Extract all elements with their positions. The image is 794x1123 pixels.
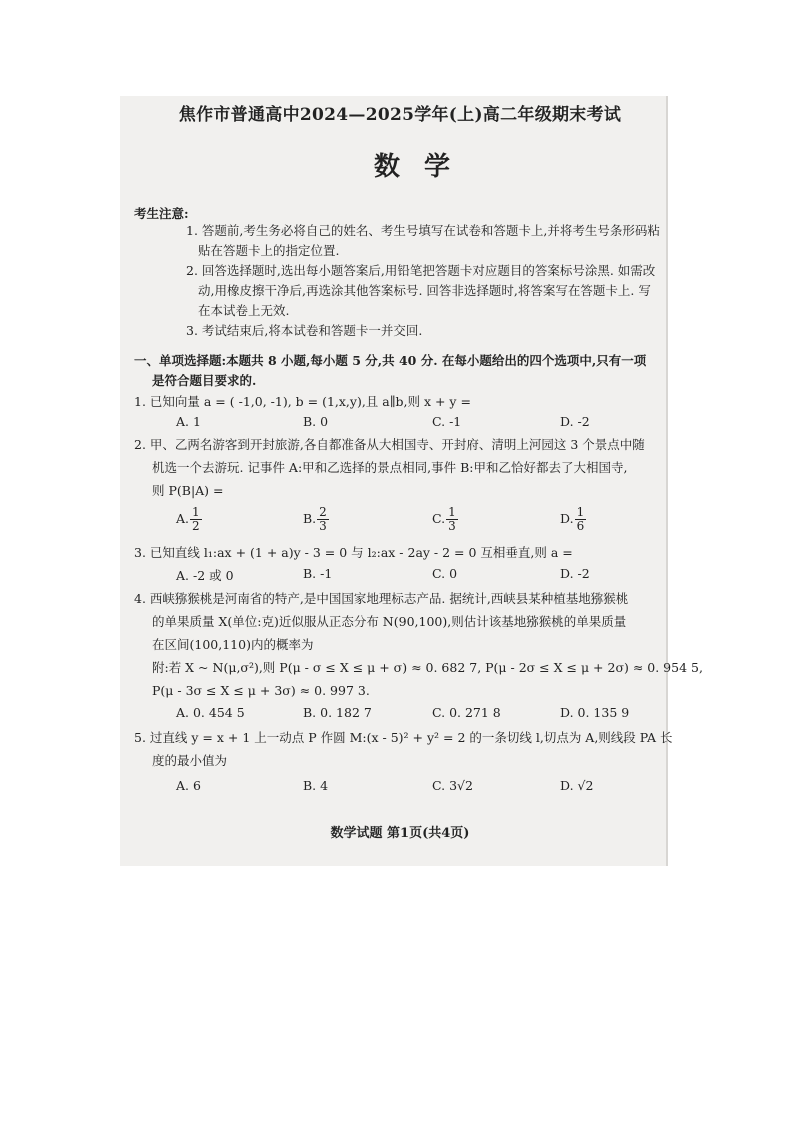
notice-item-3: 3. 考试结束后,将本试卷和答题卡一并交回. [186, 323, 423, 338]
question-4-line-5: P(μ - 3σ ≤ X ≤ μ + 3σ) ≈ 0. 997 3. [152, 683, 370, 698]
question-5-option-d: D. √2 [560, 778, 594, 793]
question-1-option-b: B. 0 [303, 414, 329, 429]
question-2-option-d [560, 506, 586, 533]
question-3-option-d: D. -2 [560, 566, 590, 581]
question-4-option-b: B. 0. 182 7 [303, 705, 372, 720]
numerator: 1 [576, 505, 585, 519]
question-5-option-c: C. 3√2 [432, 778, 473, 793]
notice-item-1-line-1: 1. 答题前,考生务必将自己的姓名、考生号填写在试卷和答题卡上,并将考生号条形码粘 [186, 223, 660, 238]
fraction [446, 506, 458, 533]
notice-item-2-line-1: 2. 回答选择题时,选出每小题答案后,用铅笔把答题卡对应题目的答案标号涂黑. 如需改 [186, 263, 656, 278]
section-1-heading: 一、单项选择题:本题共 8 小题,每小题 5 分,共 40 分. 在每小题给出的四个选项中,只有一项 [134, 353, 647, 368]
question-4-line-4: 附:若 X ~ N(μ,σ²),则 P(μ - σ ≤ X ≤ μ + σ) ≈ 0. 682 7, P(μ - 2σ ≤ X ≤ μ + 2σ) ≈ 0. 954 5, [152, 660, 703, 675]
question-2-line-2: 机选一个去游玩. 记事件 A:甲和乙选择的景点相同,事件 B:甲和乙恰好都去了大相国寺, [152, 460, 628, 475]
question-5-line-2: 度的最小值为 [152, 753, 228, 768]
page-footer: 数学试题 第1页(共4页) [330, 826, 470, 841]
notice-item-2-line-2: 动,用橡皮擦干净后,再选涂其他答案标号. 回答非选择题时,将答案写在答题卡上. 写 [198, 283, 651, 298]
question-4-option-c: C. 0. 271 8 [432, 705, 501, 720]
option-label: C. [432, 511, 446, 526]
question-2-option-c [432, 506, 458, 533]
question-5-option-a: A. 6 [176, 778, 201, 793]
option-label: D. [560, 511, 574, 526]
fraction [190, 506, 202, 533]
question-4-option-a: A. 0. 454 5 [176, 705, 245, 720]
denominator: 3 [319, 519, 327, 533]
question-2-option-a [176, 506, 202, 533]
question-3-option-b: B. -1 [303, 566, 333, 581]
notice-item-1-line-2: 贴在答题卡上的指定位置. [198, 243, 340, 258]
notice-heading: 考生注意: [134, 206, 189, 221]
question-3-option-a: A. -2 或 0 [176, 568, 234, 583]
section-1-heading-cont: 是符合题目要求的. [152, 373, 257, 388]
question-4-line-3: 在区间(100,110)内的概率为 [152, 637, 314, 652]
question-5-option-b: B. 4 [303, 778, 329, 793]
option-label: A. [176, 511, 190, 526]
question-4-line-1: 4. 西峡猕猴桃是河南省的特产,是中国国家地理标志产品. 据统计,西峡县某种植基地猕猴桃 [134, 591, 629, 606]
question-2-line-3: 则 P(B|A) = [152, 483, 224, 498]
subject-title: 数学 [373, 152, 474, 182]
question-1-stem: 1. 已知向量 a = ( -1,0, -1), b = (1,x,y),且 a∥b,则 x + y = [134, 394, 471, 409]
question-4-option-d: D. 0. 135 9 [560, 705, 630, 720]
numerator: 1 [192, 505, 200, 519]
question-3-option-c: C. 0 [432, 566, 458, 581]
question-1-option-d: D. -2 [560, 414, 590, 429]
question-4-line-2: 的单果质量 X(单位:克)近似服从正态分布 N(90,100),则估计该基地猕猴桃的单果质量 [152, 614, 627, 629]
question-1-option-a: A. 1 [176, 414, 201, 429]
question-3-stem: 3. 已知直线 l₁:ax + (1 + a)y - 3 = 0 与 l₂:ax - 2ay - 2 = 0 互相垂直,则 a = [134, 545, 573, 560]
numerator: 2 [319, 505, 327, 519]
denominator: 3 [448, 519, 456, 533]
question-2-option-b [303, 506, 329, 533]
denominator: 6 [576, 519, 585, 533]
question-2-line-1: 2. 甲、乙两名游客到开封旅游,各自都准备从大相国寺、开封府、清明上河园这 3 个景点中随 [134, 437, 645, 452]
denominator: 2 [192, 519, 200, 533]
question-5-line-1: 5. 过直线 y = x + 1 上一动点 P 作圆 M:(x - 5)² + y² = 2 的一条切线 l,切点为 A,则线段 PA 长 [134, 730, 673, 745]
exam-title: 焦作市普通高中2024—2025学年(上)高二年级期末考试 [178, 105, 622, 125]
fraction [575, 506, 587, 533]
question-1-option-c: C. -1 [432, 414, 462, 429]
numerator: 1 [448, 505, 456, 519]
notice-item-2-line-3: 在本试卷上无效. [198, 303, 290, 318]
option-label: B. [303, 511, 317, 526]
fraction [317, 506, 329, 533]
